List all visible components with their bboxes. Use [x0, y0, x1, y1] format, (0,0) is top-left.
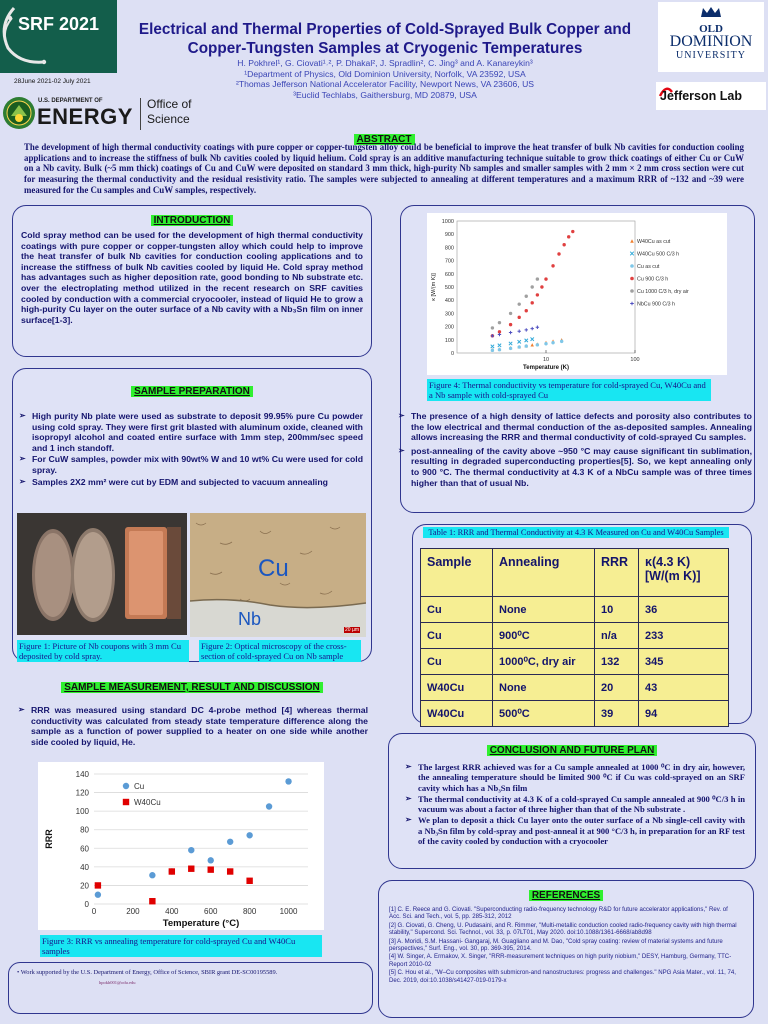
header-kappa: κ(4.3 K) [W/(m K)] — [639, 549, 729, 597]
x-tick-label: 600 — [204, 907, 218, 916]
references-panel — [378, 880, 754, 1018]
data-point — [551, 264, 554, 267]
data-point — [630, 264, 634, 268]
y-tick-label: 300 — [444, 311, 454, 318]
data-point — [536, 277, 539, 280]
figure-3-chart — [38, 762, 324, 930]
y-tick-label: 200 — [444, 324, 454, 331]
data-point — [149, 872, 155, 878]
data-point — [567, 235, 570, 238]
y-tick-label: 700 — [444, 258, 454, 265]
reference-item: [3] A. Moridi, S.M. Hassani- Gangaraj, M. Guagliano and M. Dao, "Cold spray coating: review of material systems and future perspectives," Surf. Eng., vol. 30, pp. 369-395, 2014. — [389, 937, 723, 953]
y-axis-label: κ [W/(m K)] — [431, 273, 437, 301]
data-point — [208, 857, 214, 863]
data-point — [498, 321, 501, 324]
y-tick-label: 60 — [80, 844, 89, 854]
data-point — [95, 882, 101, 888]
y-tick-label: 20 — [80, 881, 89, 891]
rrr-chart-svg — [38, 762, 324, 930]
y-tick-label: 80 — [80, 825, 89, 835]
data-point — [518, 345, 521, 348]
rrr-table — [420, 548, 729, 727]
data-point — [227, 868, 233, 874]
data-point — [531, 343, 534, 346]
data-point — [208, 866, 214, 872]
title-line-2: Copper-Tungsten Samples at Cryogenic Temperatures — [187, 40, 583, 57]
reference-item: [4] W. Singer, A. Ermakov, X. Singer, "RRR-measurement techniques on high purity niobium," DESY, Hamburg, Germany, TTC-Report 2010-02 — [389, 953, 732, 968]
data-point — [491, 349, 494, 352]
data-point — [518, 340, 521, 343]
footnote-box — [8, 962, 373, 1014]
table-cell: Cu — [421, 649, 493, 675]
office-of-line: Office of — [147, 97, 192, 111]
science-line: Science — [147, 112, 190, 126]
data-point — [525, 344, 528, 347]
doe-small-label: U.S. DEPARTMENT OF — [38, 98, 103, 104]
data-point — [525, 339, 528, 342]
figure-1-caption: Figure 1: Picture of Nb coupons with 3 mm Cu deposited by cold spray. — [17, 640, 189, 662]
data-point — [551, 341, 554, 344]
data-point — [266, 803, 272, 809]
data-point — [169, 868, 175, 874]
data-point — [509, 347, 512, 350]
header-rrr: RRR — [595, 549, 639, 597]
x-tick-label: 800 — [242, 907, 257, 916]
list-item: ➢ The presence of a high density of lattice defects and porosity also contributes to the low electrical and thermal conduction of the as-deposited samples. Annealing allows increasing the RRR and thermal conductivity of cold-sprayed Cu samples. — [398, 411, 752, 443]
title-line-1: Electrical and Thermal Properties of Cold-Sprayed Bulk Copper and — [138, 21, 632, 38]
data-point — [630, 252, 634, 256]
odu-line-2: DOMINION — [669, 33, 753, 50]
data-point — [571, 230, 574, 233]
list-item: ➢ RRR was measured using standard DC 4-probe method [4] whereas thermal conductivity was calculated from steady state temperature difference along the sample as a function of power supplied to a heater on one side while another side cooled by liquid, He. — [18, 705, 368, 747]
data-point — [188, 866, 194, 872]
table-1-caption: Table 1: RRR and Thermal Conductivity at 4.3 K Measured on Cu and W40Cu Samples — [423, 527, 729, 538]
table-cell: 500⁰C — [493, 701, 595, 727]
x-axis-label: Temperature (K) — [523, 365, 569, 371]
abstract-heading: ABSTRACT — [0, 129, 768, 147]
data-point — [531, 327, 534, 330]
table-cell: None — [493, 597, 595, 623]
x-tick-label: 10 — [542, 357, 550, 363]
legend-label: Cu — [134, 782, 145, 791]
table-cell: n/a — [595, 623, 639, 649]
y-tick-label: 0 — [450, 351, 454, 357]
data-point — [531, 285, 534, 288]
data-point — [95, 892, 101, 898]
table-cell: 36 — [639, 597, 729, 623]
y-tick-label: 140 — [75, 770, 89, 779]
micrograph-label-nb: Nb — [238, 609, 262, 629]
legend-label: W40Cu 500 C/3 h — [637, 251, 680, 258]
x-tick-label: 1000 — [279, 907, 298, 916]
legend-label: Cu 1000 C/3 h, dry air — [637, 289, 689, 295]
conclusion-heading: CONCLUSION AND FUTURE PLAN — [487, 745, 658, 756]
data-point — [540, 285, 543, 288]
legend-label: Cu 900 C/3 h — [637, 276, 669, 283]
data-point — [227, 839, 233, 845]
data-point — [491, 345, 494, 348]
doe-seal-icon — [2, 96, 36, 130]
table-cell: 39 — [595, 701, 639, 727]
introduction-heading: INTRODUCTION — [151, 215, 234, 226]
legend-label: Cu as cut — [637, 264, 660, 270]
data-point — [123, 783, 129, 789]
data-point — [123, 799, 129, 805]
data-point — [562, 243, 565, 246]
references-list — [389, 906, 741, 984]
data-point — [246, 878, 252, 884]
scale-bar-label: 20 µm — [345, 627, 359, 633]
y-tick-label: 500 — [444, 285, 454, 291]
data-point — [531, 337, 534, 340]
doe-divider — [140, 98, 141, 130]
table-cell: 10 — [595, 597, 639, 623]
x-tick-label: 0 — [91, 907, 97, 916]
conclusion-list — [405, 762, 745, 846]
y-tick-label: 1000 — [441, 219, 454, 225]
y-tick-label: 800 — [444, 245, 454, 252]
y-tick-label: 400 — [444, 298, 454, 305]
micrograph-label-cu: Cu — [258, 555, 289, 582]
introduction-panel — [12, 205, 372, 357]
footnote-text: • Work supported by the U.S. Department of Energy, Office of Science, SBIR grant DE-SC00195589. — [17, 969, 278, 976]
table-row — [421, 597, 729, 623]
table-row — [421, 701, 729, 727]
figure-3-caption: Figure 3: RRR vs annealing temperature for cold-sprayed Cu and W40Cu samples — [40, 935, 322, 957]
footnote-email[interactable]: hpokh001@odu.edu — [99, 980, 136, 985]
figure-2-micrograph — [190, 513, 366, 637]
data-point — [525, 328, 528, 331]
odu-logo — [658, 2, 764, 72]
y-tick-label: 900 — [444, 232, 454, 239]
measurement-heading: SAMPLE MEASUREMENT, RESULT AND DISCUSSION — [61, 682, 323, 693]
table-cell: 20 — [595, 675, 639, 701]
measurement-text — [18, 705, 368, 748]
y-tick-label: 0 — [84, 900, 89, 909]
office-of-science-label — [147, 97, 191, 127]
data-point — [536, 343, 539, 346]
data-point — [285, 778, 291, 784]
list-item: ➢ post-annealing of the cavity above ~950 °C may cause significant tin sublimation, resulting in degraded superconducting properties[5]. So, we kept annealing only to 900 °C. The thermal conductivity at 4.3 K of a NbCu sample was of three times higher than that of usual Nb. — [398, 446, 752, 488]
figure-2-caption: Figure 2: Optical microscopy of the cross-section of cold-sprayed Cu on Nb sample — [199, 640, 361, 662]
table-cell: Cu — [421, 623, 493, 649]
srf-logo — [0, 0, 117, 73]
plot-frame — [457, 221, 635, 353]
authors-block — [150, 58, 620, 100]
affiliation-1: ¹Department of Physics, Old Dominion University, Norfolk, VA 23592, USA — [244, 68, 526, 79]
data-point — [509, 312, 512, 315]
affiliation-2: ²Thomas Jefferson National Accelerator Facility, Newport News, VA 23606, US — [235, 79, 535, 90]
list-item: ➢ The largest RRR achieved was for a Cu sample annealed at 1000 ⁰C in dry air, however, the annealing temperature should be limited 900 ⁰C if Cu was cold-sprayed on an SRF cavity which has a Nb₃Sn film — [405, 762, 745, 793]
data-point — [531, 301, 534, 304]
data-point — [544, 342, 547, 345]
data-point — [509, 342, 512, 345]
list-item: ➢ We plan to deposit a thick Cu layer onto the outer surface of a Nb single-cell cavity with a Nb₃Sn film by cold-spray and post-anneal it at 900 °C/3 h, in preparation for an RF test of the cavity cooled by conduction with a cryocooler — [405, 815, 745, 846]
data-point — [544, 277, 547, 280]
data-point — [498, 333, 501, 336]
data-point — [525, 309, 528, 312]
odu-line-3: UNIVERSITY — [676, 50, 746, 61]
data-point — [525, 295, 528, 298]
conference-dates: 28June 2021-02 July 2021 — [14, 78, 91, 85]
figure-4-caption: Figure 4: Thermal conductivity vs temperature for cold-sprayed Cu, W40Cu and a Nb sample with cold-sprayed Cu — [427, 379, 711, 401]
data-point — [630, 289, 634, 293]
legend-label: W40Cu — [134, 798, 161, 807]
data-point — [560, 340, 563, 343]
discussion-list — [398, 411, 752, 489]
data-point — [518, 330, 521, 333]
legend-label: NbCu 900 C/3 h — [637, 301, 675, 308]
table-cell: 233 — [639, 623, 729, 649]
data-point — [536, 326, 539, 329]
table-cell: 132 — [595, 649, 639, 675]
reference-item: [2] G. Ciovati, G. Cheng, U. Pudasaini, and R. Rimmer, "Multi-metallic conduction cooled radio-frequency cavity with high thermal stability," Supercond. Sci. Technol., vol. 33, p. 07LT01, May 2020. doi:10.1088/1361-6668/ab8d98 — [389, 921, 737, 937]
list-item: ➢ For CuW samples, powder mix with 90wt% W and 10 wt% Cu were used for cold spray. — [19, 454, 363, 475]
table-cell: None — [493, 675, 595, 701]
table-cell: W40Cu — [421, 701, 493, 727]
table-row — [421, 675, 729, 701]
table-cell: 1000⁰C, dry air — [493, 649, 595, 675]
figure-4-chart — [427, 213, 727, 375]
poster-title — [120, 20, 650, 58]
jlab-logo — [656, 82, 766, 110]
data-point — [498, 348, 501, 351]
data-point — [630, 277, 634, 281]
table-cell: W40Cu — [421, 675, 493, 701]
data-point — [509, 331, 512, 334]
table-row — [421, 649, 729, 675]
table-cell: 43 — [639, 675, 729, 701]
references-heading: REFERENCES — [529, 890, 603, 901]
introduction-text: Cold spray method can be used for the development of high thermal conductivity coatings with pure copper or copper-tungsten alloy which could help to improve the heat transfer of bulk Nb cavities for conduction cooling applications and to increase the stiffness of bulk Nb cavities cooled by liquid He. Cold spray method has advantages such as higher deposition rate, good bonding to Nb substrate etc. over the electroplating method utilized in the recent research on SRF cavities cooled by conduction with a commercial cryocooler, instead of liquid He to grow a high-purity Cu layer on the outer surface of a Nb cavity with a Nb₃Sn film on inner surface[1-3]. — [21, 230, 363, 325]
data-point — [518, 316, 521, 319]
srf-logo-text: SRF 2021 — [18, 14, 100, 34]
reference-item: [5] C. Hou et al., "W–Cu composites with submicron-and nanostructures: progress and challenges." NPG Asia Mater., vol. 11, 74, Dec. 2019, doi:10.1038/s41427-019-0179-x — [389, 969, 736, 984]
x-tick-label: 100 — [630, 357, 640, 363]
footnote-line: Work supported by the U.S. Department of Energy, Office of Science, SBIR grant DE-SC00195589. — [20, 969, 278, 976]
data-point — [630, 239, 634, 243]
header-sample: Sample — [421, 549, 493, 597]
y-tick-label: 100 — [444, 337, 454, 344]
reference-item: [1] C. E. Reece and G. Ciovati. "Superconducting radio-frequency technology R&D for future accelerator applications," Rev. of Acc. Sci. and Tech., vol. 5, pp. 285-312, 2012 — [389, 906, 728, 921]
x-tick-label: 400 — [165, 907, 179, 916]
conclusion-panel — [388, 733, 756, 869]
jlab-label: Jefferson Lab — [660, 89, 742, 103]
data-point — [557, 252, 560, 255]
figure-1-photo — [17, 513, 187, 635]
data-point — [246, 832, 252, 838]
table-row — [421, 623, 729, 649]
crown-icon — [699, 5, 723, 19]
list-item: ➢ High purity Nb plate were used as substrate to deposit 99.95% pure Cu powder using cold spray. They were first grit blasted with aluminum oxide, cleaned with isopropyl alcohol and coated entire surface with 1mm step, 200mm/sec speed and 1 inch standoff. — [19, 411, 363, 453]
data-point — [149, 898, 155, 904]
measurement-heading-wrap — [12, 677, 372, 695]
y-tick-label: 100 — [75, 807, 89, 817]
doe-energy-label: ENERGY — [37, 104, 133, 129]
data-point — [536, 293, 539, 296]
legend-label: W40Cu as cut — [637, 239, 671, 245]
y-tick-label: 120 — [75, 788, 89, 798]
data-point — [188, 847, 194, 853]
data-point — [498, 344, 501, 347]
sample-preparation-heading: SAMPLE PREPARATION — [131, 386, 253, 397]
list-item: ➢ Samples 2X2 mm² were cut by EDM and subjected to vacuum annealing — [19, 477, 363, 488]
table-cell: 900⁰C — [493, 623, 595, 649]
authors: H. Pokhrel¹, G. Ciovati¹˒², P. Dhakal², J. Spradlin², C. Jing³ and A. Kanareykin³ — [237, 58, 533, 68]
srf-logo-graphic — [0, 0, 117, 73]
data-point — [518, 302, 521, 305]
table-header-row — [421, 549, 729, 597]
table-cell: Cu — [421, 597, 493, 623]
nb-coupons-image — [17, 513, 187, 635]
thermal-conductivity-chart-svg — [427, 213, 727, 375]
data-point — [509, 323, 512, 326]
header-annealing: Annealing — [493, 549, 595, 597]
x-axis-label: Temperature (°C) — [162, 918, 240, 929]
table-cell: 345 — [639, 649, 729, 675]
data-point — [630, 302, 634, 306]
odu-line-1: OLD — [699, 23, 723, 35]
list-item: ➢ The thermal conductivity at 4.3 K of a cold-sprayed Cu sample annealed at 900 ⁰C/3 h in vacuum was about a factor of three higher than that of the Nb substrate . — [405, 794, 745, 815]
abstract-text: The development of high thermal conductivity coatings with pure copper or copper-tungsten alloy could be beneficial to improve the heat transfer of bulk Nb cavities for conduction cooling applications and to increase the stiffness of bulk Nb cavities cooled by liquid helium. Cold spray is an additive manufacturing technique suitable to grow thick coatings of either Cu or CuW on a Nb cavity. Bulk (~5 mm thick) coatings of Cu and CuW were deposited on standard 3 mm thick, high-purity Nb samples and smaller samples with 2 mm × 2 mm cross section were cut for measuring the thermal conductivity and the residual resistivity ratio. The samples were subjected to annealing at different temperatures and a maximum RRR of ~132 and ~39 were measured for the Cu samples and CuW samples, respectively. — [24, 142, 744, 195]
affiliation-3: ³Euclid Techlabs, Gaithersburg, MD 20879, USA — [293, 89, 477, 100]
y-axis-label: RRR — [44, 829, 54, 849]
sample-preparation-list — [19, 411, 363, 487]
y-tick-label: 600 — [444, 271, 454, 278]
table-cell: 94 — [639, 701, 729, 727]
x-tick-label: 200 — [126, 907, 140, 916]
data-point — [491, 326, 494, 329]
y-tick-label: 40 — [80, 862, 89, 872]
